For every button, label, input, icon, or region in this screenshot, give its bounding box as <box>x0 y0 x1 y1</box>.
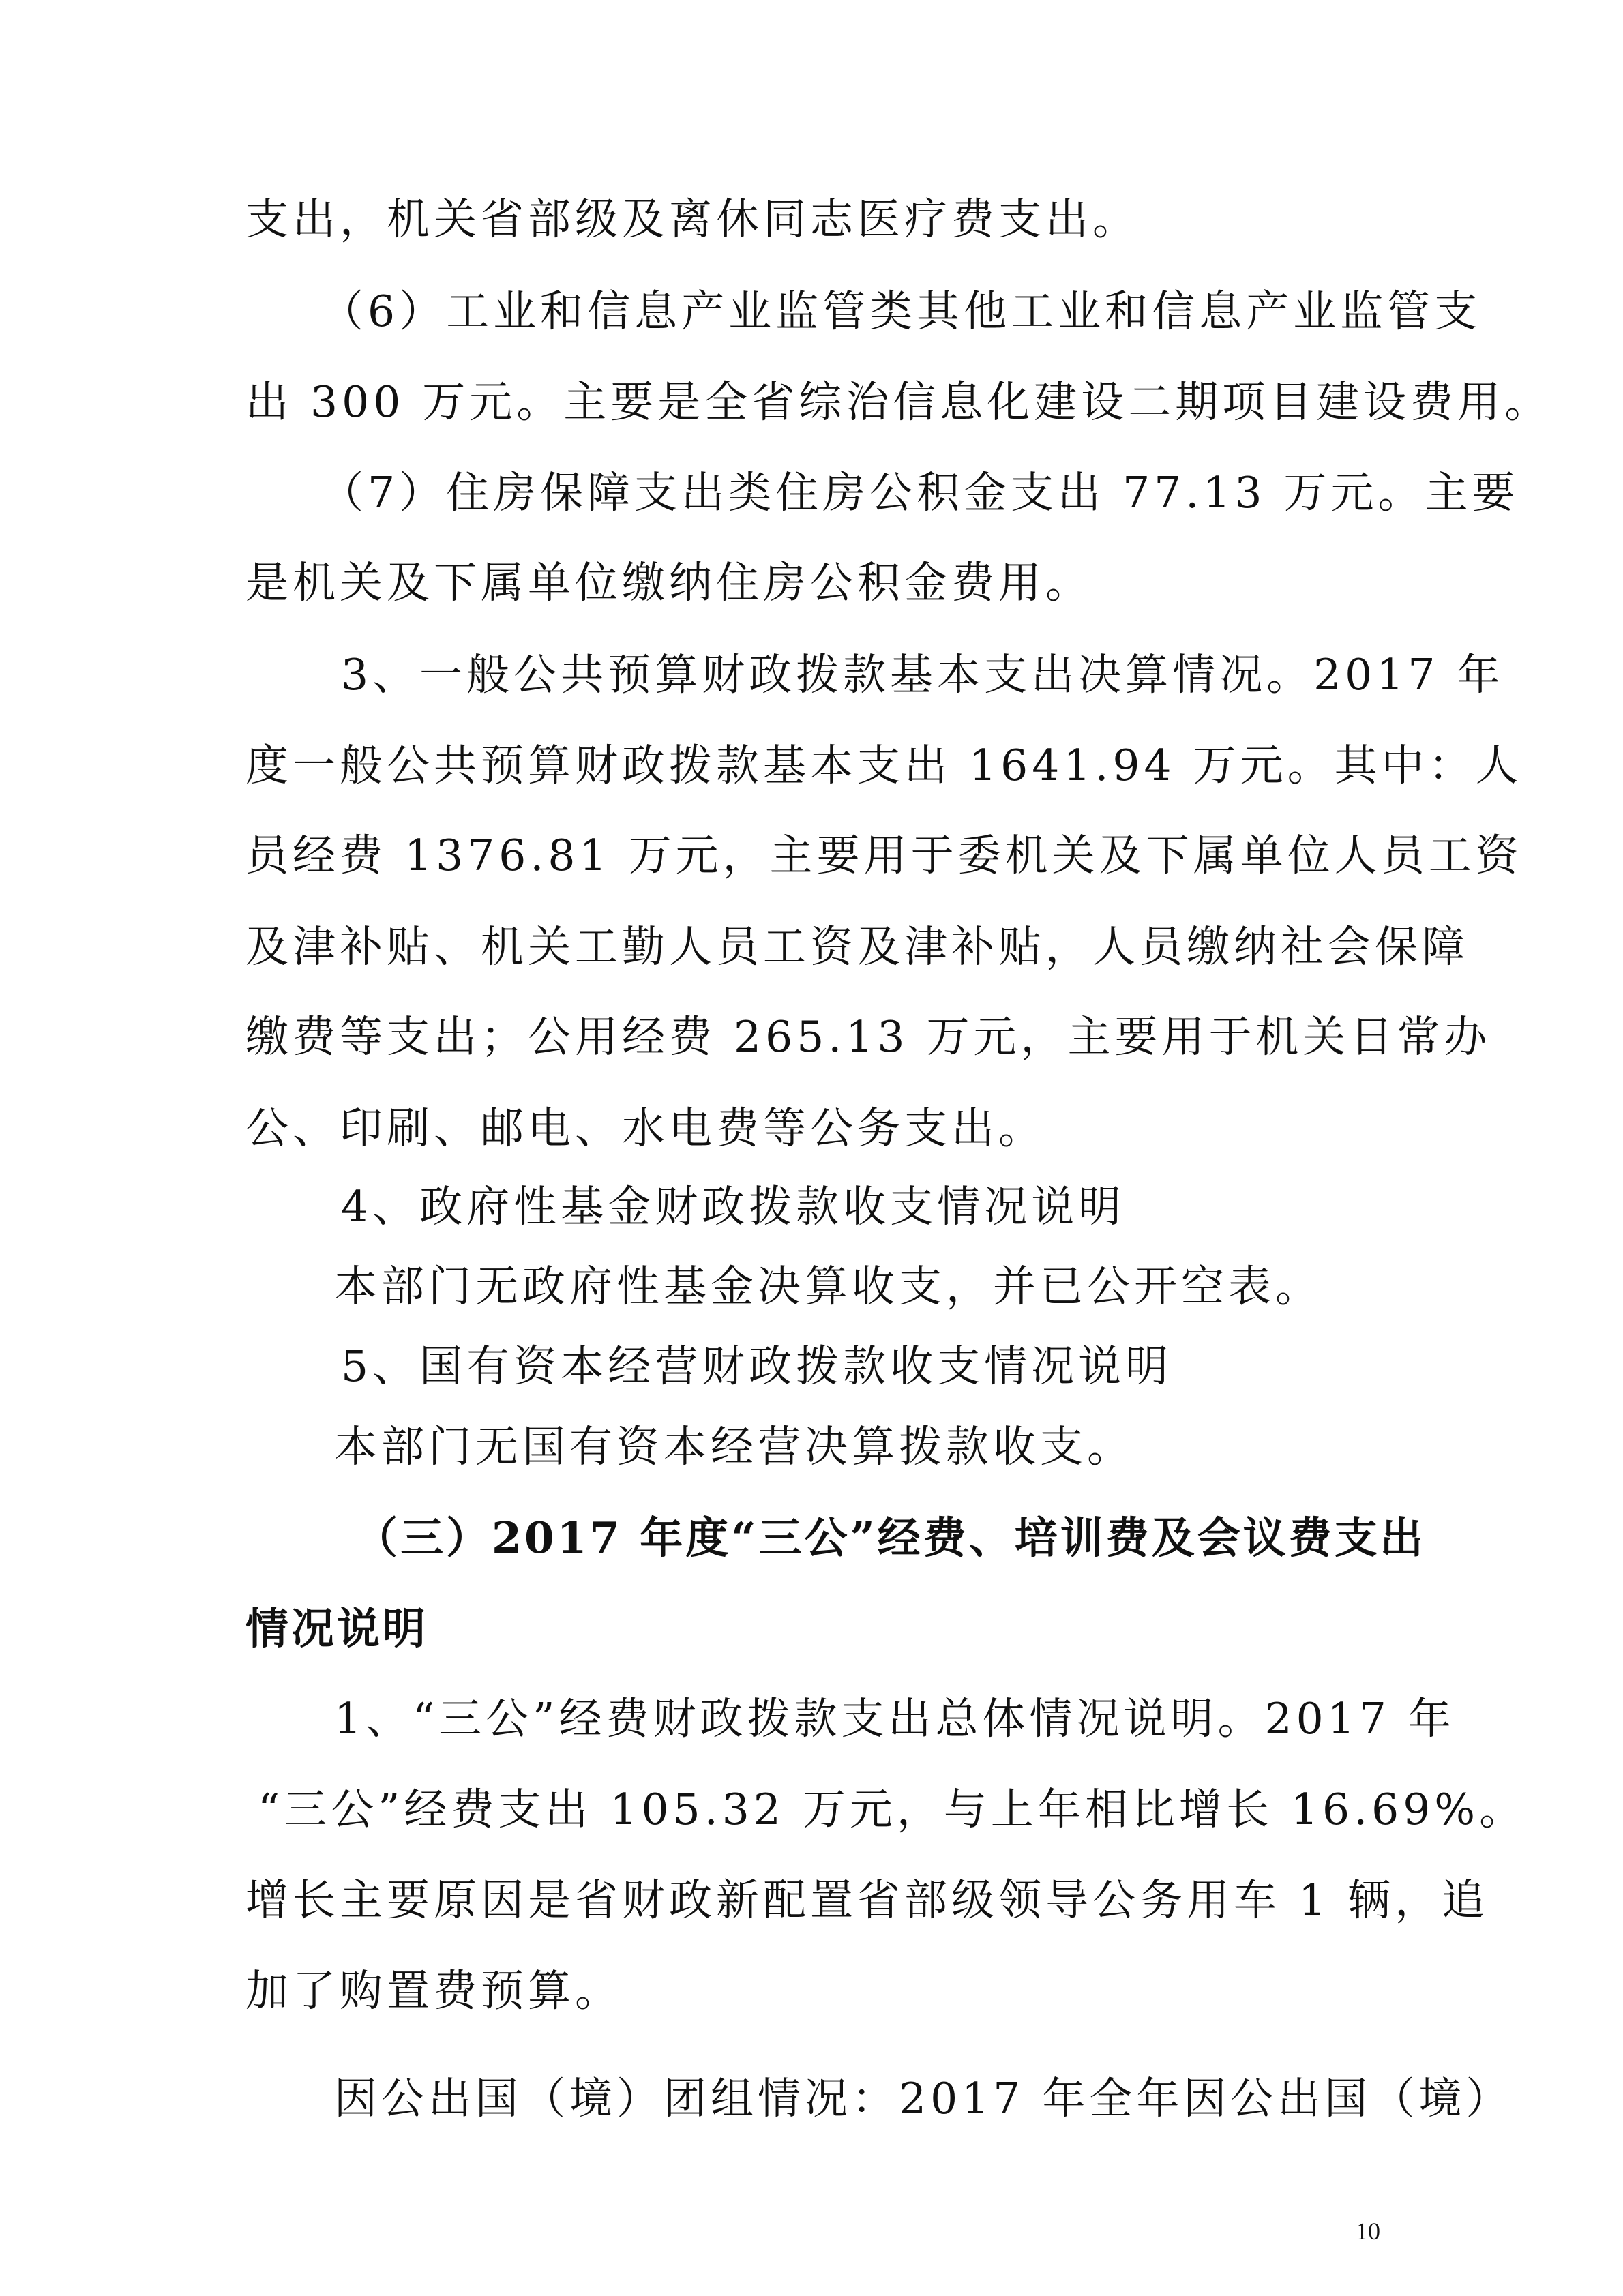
paragraph-line-10: 缴费等支出；公用经费 265.13 万元，主要用于机关日常办 <box>245 1012 1491 1062</box>
paragraph-line-4: （7）住房保障支出类住房公积金支出 77.13 万元。主要 <box>321 468 1519 518</box>
paragraph-line-20: 增长主要原因是省财政新配置省部级领导公务用车 1 辆，追 <box>245 1875 1489 1925</box>
section-heading-3-continued: 情况说明 <box>245 1603 428 1654</box>
paragraph-line-21: 加了购置费预算。 <box>245 1966 622 2016</box>
paragraph-line-1: 支出，机关省部级及离休同志医疗费支出。 <box>245 194 1140 244</box>
paragraph-line-7: 度一般公共预算财政拨款基本支出 1641.94 万元。其中：人 <box>245 741 1523 790</box>
section-heading-3: （三）2017 年度“三公”经费、培训费及会议费支出 <box>355 1512 1426 1563</box>
paragraph-line-8: 员经费 1376.81 万元，主要用于委机关及下属单位人员工资 <box>245 831 1523 880</box>
paragraph-line-13: 本部门无政府性基金决算收支，并已公开空表。 <box>334 1262 1322 1311</box>
paragraph-line-9: 及津补贴、机关工勤人员工资及津补贴，人员缴纳社会保障 <box>245 922 1469 972</box>
section-heading-5: 5、国有资本经营财政拨款收支情况说明 <box>341 1341 1173 1391</box>
paragraph-line-3: 出 300 万元。主要是全省综治信息化建设二期项目建设费用。 <box>245 377 1552 427</box>
paragraph-line-19: “三公”经费支出 105.32 万元，与上年相比增长 16.69%。 <box>258 1785 1527 1834</box>
page-number: 10 <box>1356 2218 1380 2245</box>
paragraph-line-2: （6）工业和信息产业监管类其他工业和信息产业监管支 <box>321 286 1482 336</box>
paragraph-line-18: 1、“三公”经费财政拨款支出总体情况说明。2017 年 <box>334 1694 1455 1744</box>
section-heading-4: 4、政府性基金财政拨款收支情况说明 <box>341 1182 1126 1232</box>
paragraph-line-22: 因公出国（境）团组情况：2017 年全年因公出国（境） <box>334 2074 1513 2123</box>
paragraph-line-11: 公、印刷、邮电、水电费等公务支出。 <box>245 1103 1045 1153</box>
paragraph-line-6: 3、一般公共预算财政拨款基本支出决算情况。2017 年 <box>341 650 1504 700</box>
paragraph-line-5: 是机关及下属单位缴纳住房公积金费用。 <box>245 558 1092 608</box>
paragraph-line-15: 本部门无国有资本经营决算拨款收支。 <box>334 1422 1134 1472</box>
